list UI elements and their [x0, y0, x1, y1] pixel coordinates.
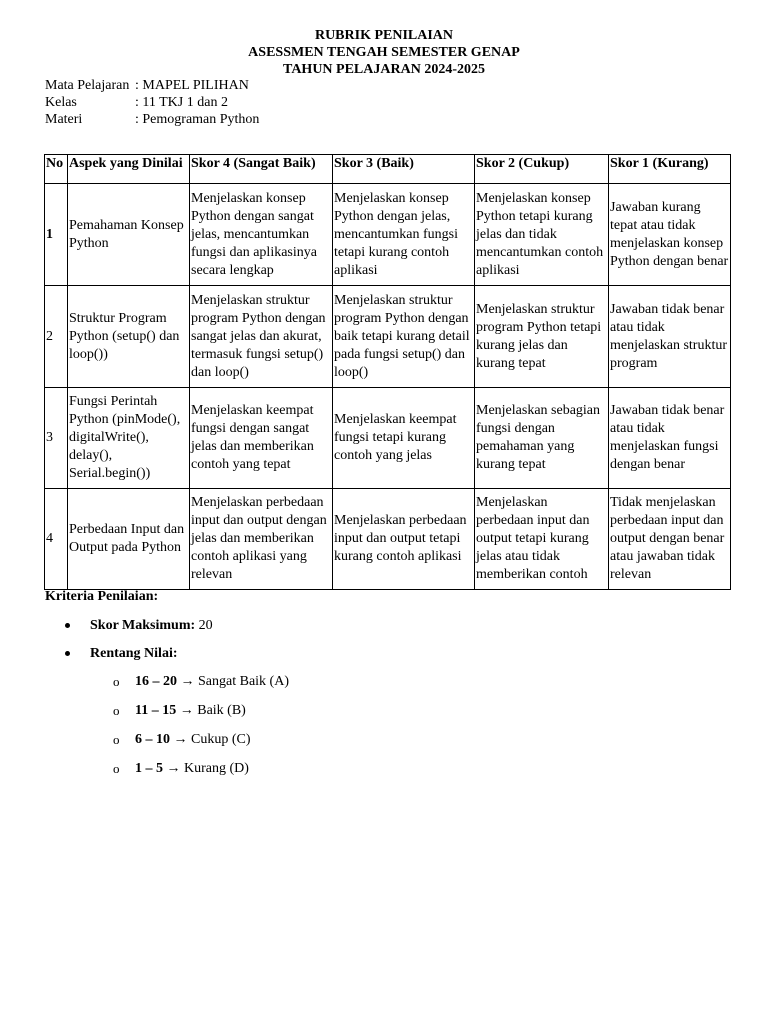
header-skor-3: Skor 3 (Baik): [333, 155, 475, 184]
meta-key: Materi: [45, 112, 83, 127]
meta-key: Kelas: [45, 95, 77, 110]
cell-skor-3: Menjelaskan konsep Python dengan jelas, mencantumkan fungsi tetapi kurang contoh aplikasi: [333, 184, 475, 286]
meta-value: : MAPEL PILIHAN: [135, 78, 249, 93]
header-skor-2: Skor 2 (Cukup): [475, 155, 609, 184]
circle-bullet-icon: o: [113, 732, 120, 747]
title-line-3: TAHUN PELAJARAN 2024-2025: [283, 62, 485, 77]
meta-row-subject: [45, 77, 259, 94]
range-value: 1 – 5: [135, 761, 163, 776]
cell-no: 1: [45, 184, 68, 286]
max-score-value: 20: [195, 618, 213, 633]
range-grade: Baik (B): [197, 703, 246, 718]
cell-skor-2: Menjelaskan konsep Python tetapi kurang jelas dan tidak mencantumkan contoh aplikasi: [475, 184, 609, 286]
bullet-icon: [65, 651, 70, 656]
criteria-title: Kriteria Penilaian:: [45, 589, 159, 604]
cell-skor-2: Menjelaskan sebagian fungsi dengan pemahaman yang kurang tepat: [475, 388, 609, 489]
cell-skor-4: Menjelaskan keempat fungsi dengan sangat jelas dan memberikan contoh yang tepat: [190, 388, 333, 489]
circle-bullet-icon: o: [113, 761, 120, 776]
cell-no: 2: [45, 286, 68, 388]
cell-skor-1: Tidak menjelaskan perbedaan input dan output dengan benar atau jawaban tidak relevan: [609, 489, 731, 590]
criteria-section: [45, 588, 289, 789]
cell-skor-3: Menjelaskan struktur program Python dengan baik tetapi kurang detail pada fungsi setup() dan loop(): [333, 286, 475, 388]
arrow-icon: →: [170, 732, 191, 747]
cell-skor-1: Jawaban kurang tepat atau tidak menjelaskan konsep Python dengan benar: [609, 184, 731, 286]
range-value: 6 – 10: [135, 732, 170, 747]
meta-row-material: [45, 111, 259, 128]
title-line-1: RUBRIK PENILAIAN: [314, 28, 454, 43]
circle-bullet-icon: o: [113, 703, 120, 718]
bullet-icon: [65, 623, 70, 628]
max-score-label: Skor Maksimum:: [90, 618, 196, 633]
header-aspek: Aspek yang Dinilai: [68, 155, 190, 184]
range-label: Rentang Nilai:: [90, 646, 178, 661]
header-no: No: [45, 155, 68, 184]
cell-skor-1: Jawaban tidak benar atau tidak menjelaskan fungsi dengan benar: [609, 388, 731, 489]
cell-skor-3: Menjelaskan keempat fungsi tetapi kurang contoh yang jelas: [333, 388, 475, 489]
range-grade: Cukup (C): [191, 732, 251, 747]
range-item: [45, 760, 289, 789]
document-meta: [45, 77, 259, 128]
header-skor-1: Skor 1 (Kurang): [609, 155, 731, 184]
rubric-table: [44, 154, 731, 590]
list-item-max-score: [45, 617, 289, 645]
cell-no: 4: [45, 489, 68, 590]
range-value: 11 – 15: [135, 703, 177, 718]
cell-aspek: Struktur Program Python (setup() dan loop()): [68, 286, 190, 388]
table-row: [45, 388, 731, 489]
table-header-row: [45, 155, 731, 184]
range-item: [45, 731, 289, 760]
list-item-range: [45, 645, 289, 673]
cell-skor-2: Menjelaskan struktur program Python tetapi kurang jelas dan kurang tepat: [475, 286, 609, 388]
cell-skor-4: Menjelaskan struktur program Python dengan sangat jelas dan akurat, termasuk fungsi setup() dan loop(): [190, 286, 333, 388]
cell-aspek: Fungsi Perintah Python (pinMode(), digitalWrite(), delay(), Serial.begin()): [68, 388, 190, 489]
range-value: 16 – 20: [135, 674, 177, 689]
meta-value: : 11 TKJ 1 dan 2: [135, 95, 228, 110]
header-skor-4: Skor 4 (Sangat Baik): [190, 155, 333, 184]
range-grade: Sangat Baik (A): [198, 674, 289, 689]
meta-row-class: [45, 94, 259, 111]
cell-skor-3: Menjelaskan perbedaan input dan output tetapi kurang contoh aplikasi: [333, 489, 475, 590]
arrow-icon: →: [163, 761, 184, 776]
table-row: [45, 286, 731, 388]
range-item: [45, 702, 289, 731]
cell-skor-2: Menjelaskan perbedaan input dan output tetapi kurang jelas atau tidak memberikan contoh: [475, 489, 609, 590]
arrow-icon: →: [176, 703, 198, 718]
range-grade: Kurang (D): [184, 761, 249, 776]
table-row: [45, 184, 731, 286]
cell-aspek: Pemahaman Konsep Python: [68, 184, 190, 286]
cell-no: 3: [45, 388, 68, 489]
arrow-icon: →: [177, 674, 198, 689]
cell-skor-1: Jawaban tidak benar atau tidak menjelaskan struktur program: [609, 286, 731, 388]
meta-key: Mata Pelajaran: [45, 78, 130, 93]
cell-skor-4: Menjelaskan perbedaan input dan output dengan jelas dan memberikan contoh aplikasi yang relevan: [190, 489, 333, 590]
title-line-2: ASESSMEN TENGAH SEMESTER GENAP: [248, 45, 520, 60]
document-title: [0, 27, 768, 78]
cell-skor-4: Menjelaskan konsep Python dengan sangat jelas, mencantumkan fungsi dan aplikasinya secara lengkap: [190, 184, 333, 286]
meta-value: : Pemograman Python: [135, 112, 260, 127]
cell-aspek: Perbedaan Input dan Output pada Python: [68, 489, 190, 590]
table-row: [45, 489, 731, 590]
range-item: [45, 673, 289, 702]
circle-bullet-icon: o: [113, 674, 120, 689]
